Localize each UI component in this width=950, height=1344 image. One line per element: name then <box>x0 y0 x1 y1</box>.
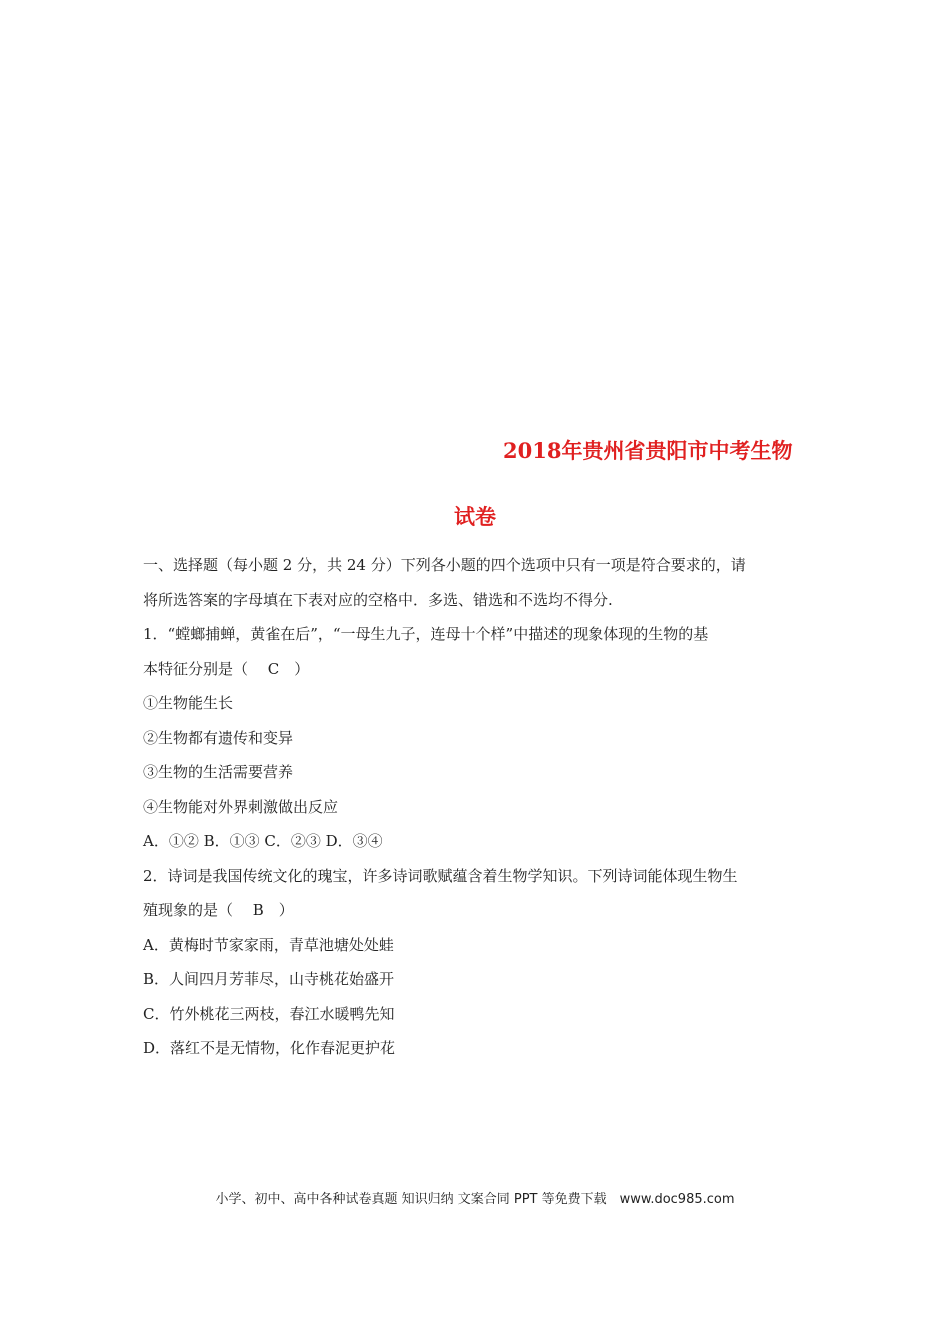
page-footer: 小学、初中、高中各种试卷真题 知识归纳 文案合同 PPT 等免费下载 www.doc985.com <box>215 1192 735 1207</box>
question-1-statement: ④生物能对外界刺激做出反应 <box>143 797 339 816</box>
document-title-continued: 试卷 <box>454 504 496 529</box>
question-2-stem-continued: 殖现象的是（ B ） <box>143 901 294 919</box>
question-1-stem-continued: 本特征分别是（ C ） <box>143 659 310 678</box>
document-body <box>143 548 815 1066</box>
question-2-option-b: B．人间四月芳菲尽，山寺桃花始盛开 <box>143 970 395 988</box>
section-intro: 一、选择题（每小题 2 分，共 24 分）下列各小题的四个选项中只有一项是符合要求的，请 <box>143 556 746 574</box>
question-2-option-c: C．竹外桃花三两枝，春江水暖鸭先知 <box>143 1004 395 1023</box>
question-1-stem: 1．“螳螂捕蝉，黄雀在后”，“一母生九子，连母十个样”中描述的现象体现的生物的基 <box>143 625 709 643</box>
section-intro-continued: 将所选答案的字母填在下表对应的空格中．多选、错选和不选均不得分. <box>143 590 613 609</box>
question-2-stem: 2．诗词是我国传统文化的瑰宝，许多诗词歌赋蕴含着生物学知识。下列诗词能体现生物生 <box>143 866 738 885</box>
question-1-options: A．①② B．①③ C．②③ D．③④ <box>143 832 383 850</box>
question-1-statement: ②生物都有遗传和变异 <box>143 728 294 747</box>
question-2-option-d: D．落红不是无情物，化作春泥更护花 <box>143 1039 396 1057</box>
question-1-statement: ①生物能生长 <box>143 694 234 712</box>
question-1-statement: ③生物的生活需要营养 <box>143 763 294 781</box>
document-title: 2018年贵州省贵阳市中考生物 <box>503 438 793 463</box>
question-2-option-a: A．黄梅时节家家雨，青草池塘处处蛙 <box>143 935 394 954</box>
